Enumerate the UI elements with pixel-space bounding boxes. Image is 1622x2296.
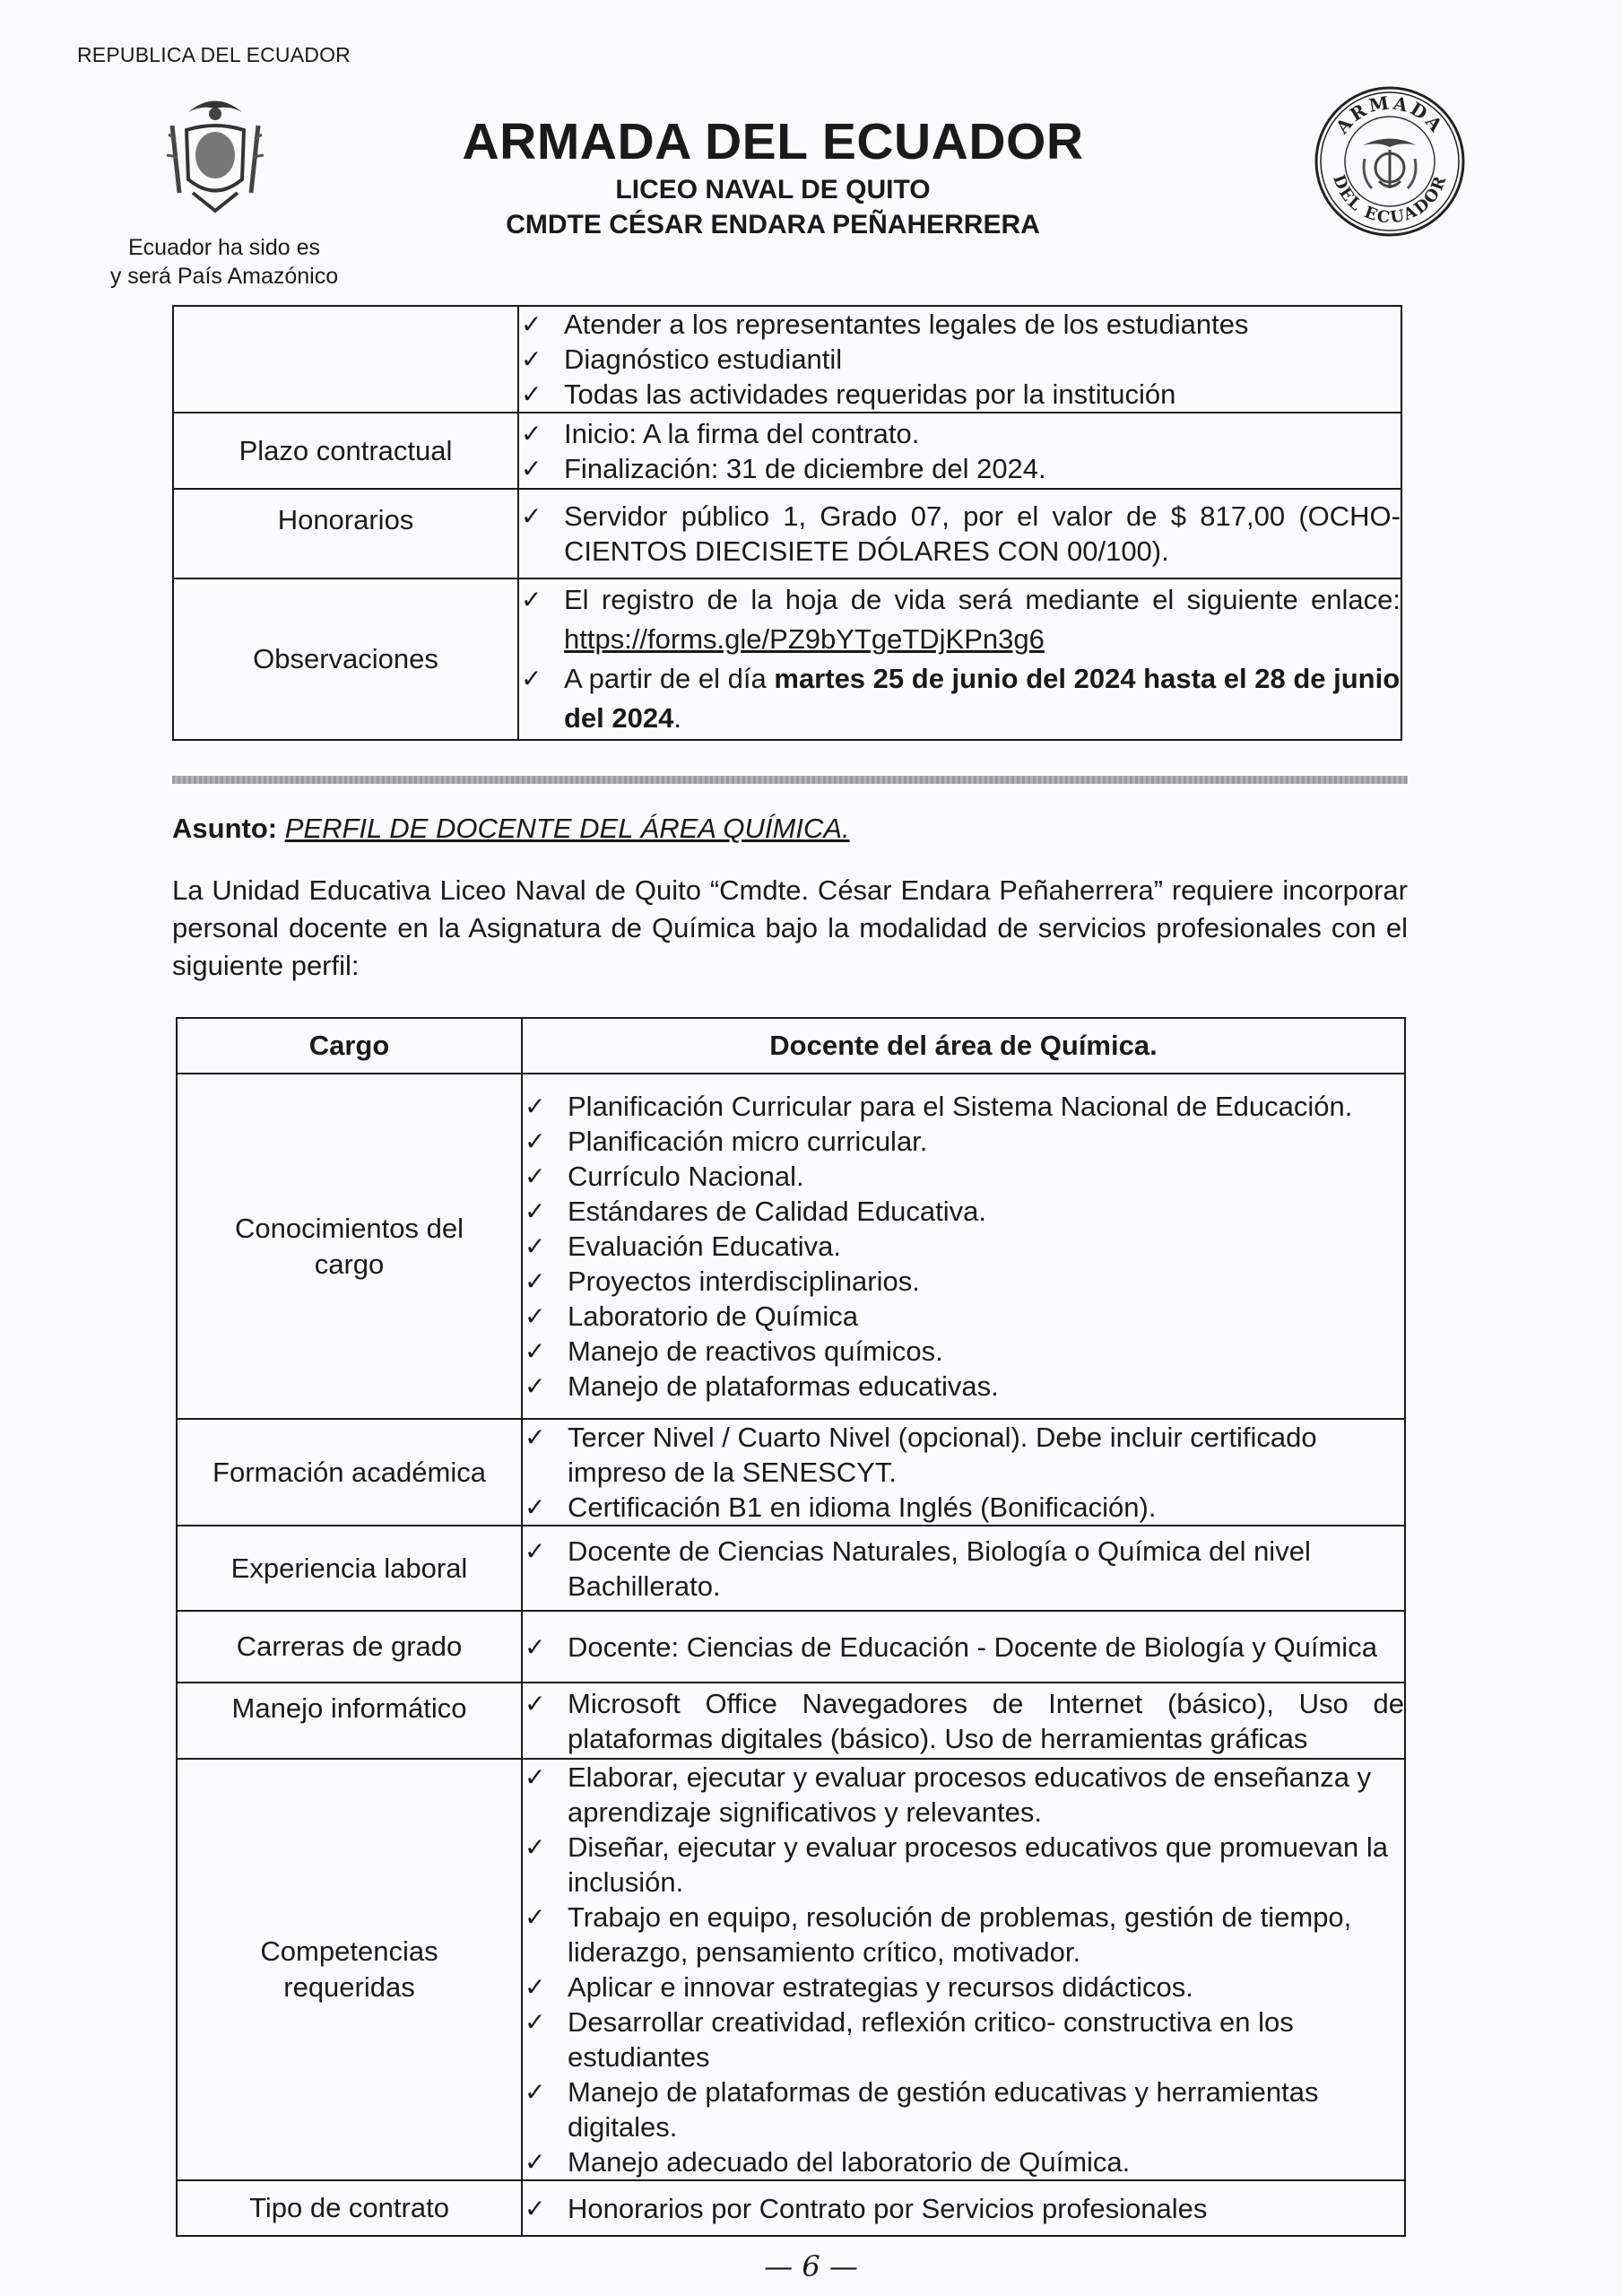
row-content bbox=[522, 2180, 1405, 2236]
check-icon: ✓ bbox=[525, 1903, 546, 1931]
check-icon: ✓ bbox=[525, 1763, 546, 1791]
row-label: Competencias requeridas bbox=[177, 1759, 522, 2180]
check-icon: ✓ bbox=[521, 502, 542, 530]
table-row bbox=[177, 1526, 1405, 1611]
check-icon: ✓ bbox=[525, 1689, 546, 1718]
check-icon: ✓ bbox=[525, 1833, 546, 1861]
row-label: Experiencia laboral bbox=[177, 1526, 522, 1611]
check-icon: ✓ bbox=[521, 665, 542, 692]
check-icon: ✓ bbox=[525, 1092, 546, 1120]
list-item: ✓ Desarrollar creatividad, reflexión critico- constructiva en los estudiantes bbox=[525, 2006, 1294, 2073]
navy-seal-icon bbox=[1311, 83, 1469, 240]
check-icon: ✓ bbox=[525, 1162, 546, 1190]
row-label: Conocimientos del cargo bbox=[177, 1074, 522, 1419]
subject-value: PERFIL DE DOCENTE DEL ÁREA QUÍMICA. bbox=[284, 813, 850, 844]
list-item: ✓ Diagnóstico estudiantil bbox=[521, 344, 843, 375]
list-item: ✓ Docente de Ciencias Naturales, Biología o Química del nivel Bachillerato. bbox=[525, 1535, 1311, 1602]
table-row bbox=[177, 1611, 1405, 1683]
list-item: ✓ Finalización: 31 de diciembre del 2024. bbox=[521, 452, 1046, 484]
profile-table bbox=[176, 1017, 1406, 2237]
check-icon: ✓ bbox=[525, 2148, 546, 2176]
check-icon: ✓ bbox=[525, 2008, 546, 2036]
list-item: ✓ Aplicar e innovar estrategias y recursos didácticos. bbox=[525, 1971, 1193, 2003]
list-item: ✓ Evaluación Educativa. bbox=[525, 1231, 842, 1262]
motto-line-2: y será País Amazónico bbox=[109, 264, 339, 289]
list-item: ✓ Todas las actividades requeridas por la institución bbox=[521, 378, 1176, 410]
school-name: LICEO NAVAL DE QUITO bbox=[615, 175, 931, 204]
check-icon: ✓ bbox=[525, 1197, 546, 1225]
list-item: ✓ Inicio: A la firma del contrato. bbox=[521, 417, 920, 449]
subject-label: Asunto: bbox=[172, 813, 278, 844]
row-content bbox=[518, 413, 1401, 489]
list-item: ✓ Manejo adecuado del laboratorio de Química. bbox=[525, 2146, 1131, 2178]
list-item: ✓ Servidor público 1, Grado 07, por el valor de $ 817,00 (OCHO-CIENTOS DIECISIETE DÓLARES CON 00/100). bbox=[521, 500, 1401, 567]
table-header-row bbox=[177, 1018, 1405, 1074]
list-item: ✓ Manejo de reactivos químicos. bbox=[525, 1335, 943, 1367]
conditions-table bbox=[172, 305, 1402, 741]
table-row bbox=[173, 578, 1401, 740]
table-row bbox=[173, 306, 1401, 413]
list-item: ✓ Microsoft Office Navegadores de Internet (básico), Uso de plataformas digitales (básico). Uso de herramientas gráficas bbox=[525, 1687, 1404, 1754]
table-row bbox=[177, 1759, 1405, 2180]
row-label: Honorarios bbox=[173, 489, 518, 578]
check-icon: ✓ bbox=[525, 1973, 546, 2001]
list-item: ✓ Honorarios por Contrato por Servicios profesionales bbox=[525, 2192, 1208, 2224]
check-icon: ✓ bbox=[525, 1337, 546, 1365]
check-icon: ✓ bbox=[521, 380, 542, 408]
organization-title: ARMADA DEL ECUADOR bbox=[462, 113, 1084, 170]
table-row bbox=[177, 1074, 1405, 1419]
table-row bbox=[177, 1683, 1405, 1759]
row-content bbox=[522, 1419, 1405, 1526]
row-label: Manejo informático bbox=[177, 1683, 522, 1759]
check-icon: ✓ bbox=[525, 2078, 546, 2106]
row-label: Observaciones bbox=[173, 578, 518, 740]
check-icon: ✓ bbox=[525, 1493, 546, 1521]
check-icon: ✓ bbox=[525, 1267, 546, 1295]
list-item: ✓ Planificación Curricular para el Sistema Nacional de Educación. bbox=[525, 1091, 1353, 1122]
list-item: ✓ Proyectos interdisciplinarios. bbox=[525, 1265, 920, 1297]
table-row bbox=[173, 489, 1401, 578]
check-icon: ✓ bbox=[525, 1632, 546, 1661]
subject-line bbox=[172, 813, 850, 845]
list-item: ✓ A partir de el día martes 25 de junio del 2024 hasta el 28 de junio del 2024. bbox=[519, 659, 1401, 738]
country-label: REPUBLICA DEL ECUADOR bbox=[77, 43, 351, 66]
check-icon: ✓ bbox=[525, 1372, 546, 1400]
list-item: ✓ Certificación B1 en idioma Inglés (Bonificación). bbox=[525, 1492, 1157, 1523]
motto-line-1: Ecuador ha sido es bbox=[127, 235, 321, 260]
list-item: ✓ El registro de la hoja de vida será mediante el siguiente enlace: https://forms.gle/PZ9bYTgeTDjKPn3g6 bbox=[519, 580, 1401, 659]
list-item: ✓ Estándares de Calidad Educativa. bbox=[525, 1196, 987, 1227]
row-content bbox=[518, 578, 1401, 740]
svg-text:DEL ECUADOR: DEL ECUADOR bbox=[1329, 172, 1451, 228]
check-icon: ✓ bbox=[525, 2194, 546, 2222]
page-number: — 6 — bbox=[764, 2249, 858, 2283]
header-position: Docente del área de Química. bbox=[522, 1018, 1405, 1074]
check-icon: ✓ bbox=[521, 310, 542, 338]
row-label: Formación académica bbox=[177, 1419, 522, 1526]
header-cargo: Cargo bbox=[177, 1018, 522, 1074]
list-item: ✓ Atender a los representantes legales de los estudiantes bbox=[521, 309, 1249, 340]
list-item: ✓ Elaborar, ejecutar y evaluar procesos educativos de enseñanza y aprendizaje significativos y relevantes. bbox=[525, 1761, 1372, 1828]
row-content bbox=[522, 1074, 1405, 1419]
check-icon: ✓ bbox=[525, 1232, 546, 1260]
table-row bbox=[173, 413, 1401, 489]
section-divider bbox=[172, 776, 1408, 784]
check-icon: ✓ bbox=[521, 345, 542, 373]
list-item: ✓ Manejo de plataformas de gestión educativas y herramientas digitales. bbox=[525, 2076, 1319, 2143]
row-content bbox=[518, 489, 1401, 578]
check-icon: ✓ bbox=[525, 1302, 546, 1330]
list-item: ✓ Planificación micro curricular. bbox=[525, 1126, 928, 1157]
school-patron: CMDTE CÉSAR ENDARA PEÑAHERRERA bbox=[506, 210, 1040, 239]
check-icon: ✓ bbox=[525, 1127, 546, 1155]
check-icon: ✓ bbox=[525, 1536, 546, 1565]
row-content bbox=[522, 1759, 1405, 2180]
table-row bbox=[177, 1419, 1405, 1526]
row-label: Tipo de contrato bbox=[177, 2180, 522, 2236]
list-item: ✓ Diseñar, ejecutar y evaluar procesos educativos que promuevan la inclusión. bbox=[525, 1831, 1389, 1898]
svg-text:ARMADA: ARMADA bbox=[1331, 91, 1449, 138]
intro-paragraph: La Unidad Educativa Liceo Naval de Quito “Cmdte. César Endara Peñaherrera” requiere incorporar personal docente en la Asignatura de Química bajo la modalidad de servicios profesionales con el siguiente perfil: bbox=[172, 874, 1408, 981]
check-icon: ✓ bbox=[525, 1423, 546, 1451]
registration-link[interactable]: https://forms.gle/PZ9bYTgeTDjKPn3g6 bbox=[564, 623, 1045, 655]
list-item: ✓ Laboratorio de Química bbox=[525, 1300, 858, 1332]
check-icon: ✓ bbox=[521, 586, 542, 613]
row-label: Carreras de grado bbox=[177, 1611, 522, 1683]
motto bbox=[81, 233, 368, 291]
list-item: ✓ Docente: Ciencias de Educación - Docente de Biología y Química bbox=[525, 1631, 1377, 1663]
list-item: ✓ Tercer Nivel / Cuarto Nivel (opcional). Debe incluir certificado impreso de la SENESCYT. bbox=[525, 1422, 1317, 1488]
check-icon: ✓ bbox=[521, 419, 542, 448]
list-item: ✓ Trabajo en equipo, resolución de problemas, gestión de tiempo, liderazgo, pensamiento crítico, motivador. bbox=[525, 1901, 1352, 1968]
check-icon: ✓ bbox=[521, 454, 542, 483]
row-content bbox=[518, 306, 1401, 413]
row-content bbox=[522, 1611, 1405, 1683]
row-label bbox=[173, 306, 518, 413]
row-label: Plazo contractual bbox=[173, 413, 518, 489]
row-content bbox=[522, 1526, 1405, 1611]
list-item: ✓ Manejo de plataformas educativas. bbox=[525, 1370, 999, 1402]
row-content bbox=[522, 1683, 1405, 1759]
table-row bbox=[177, 2180, 1405, 2236]
list-item: ✓ Currículo Nacional. bbox=[525, 1161, 804, 1192]
